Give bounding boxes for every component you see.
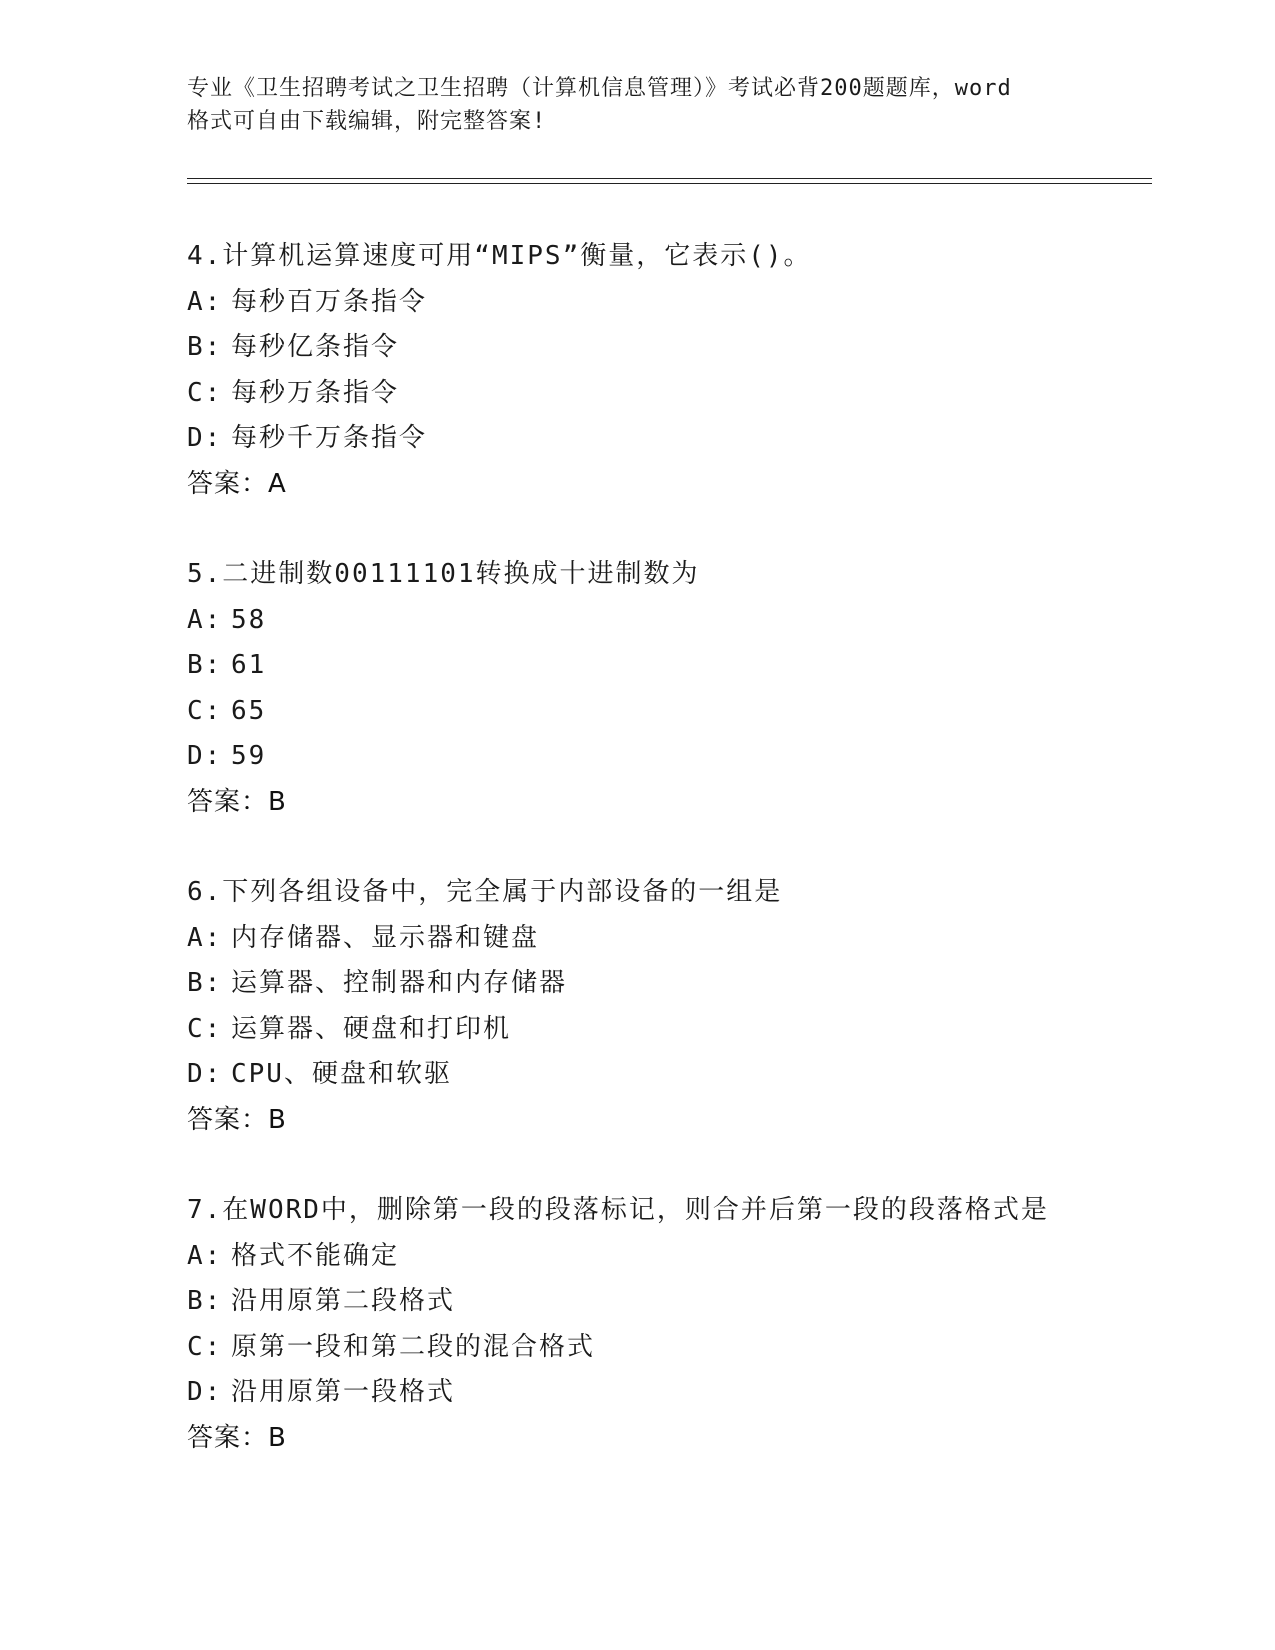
option-text: CPU、硬盘和软驱 <box>231 1059 452 1089</box>
question-stem: 7.在WORD中，删除第一段的段落标记，则合并后第一段的段落格式是 <box>187 1195 1049 1225</box>
option-a <box>187 916 1167 962</box>
option-d <box>187 416 1167 462</box>
header-divider-bottom <box>187 183 1152 184</box>
answer-line: 答案：B <box>187 1422 287 1453</box>
header-divider-top <box>187 178 1152 179</box>
option-text: 61 <box>231 650 267 680</box>
option-letter: C: <box>187 1013 223 1044</box>
question-stem: 5.二进制数00111101转换成十进制数为 <box>187 559 700 589</box>
option-letter: B: <box>187 968 223 998</box>
option-letter: A: <box>187 1240 223 1271</box>
option-text: 运算器、控制器和内存储器 <box>231 968 568 998</box>
option-letter: C: <box>187 1331 223 1362</box>
option-c <box>187 371 1167 417</box>
option-letter: C: <box>187 695 223 726</box>
answer-line: 答案：B <box>187 786 287 817</box>
header-line-2: 格式可自由下载编辑，附完整答案! <box>187 109 547 134</box>
option-b <box>187 961 1167 1007</box>
option-b <box>187 643 1167 689</box>
option-text: 原第一段和第二段的混合格式 <box>231 1331 596 1362</box>
option-a <box>187 1234 1167 1280</box>
option-text: 运算器、硬盘和打印机 <box>231 1013 512 1044</box>
option-d <box>187 1052 1167 1098</box>
option-text: 59 <box>231 741 267 771</box>
question-stem: 4.计算机运算速度可用“MIPS”衡量，它表示()。 <box>187 241 812 271</box>
option-text: 沿用原第一段格式 <box>231 1377 456 1407</box>
option-letter: B: <box>187 650 223 680</box>
option-letter: D: <box>187 741 223 771</box>
answer-line: 答案：A <box>187 468 287 499</box>
option-c <box>187 689 1167 735</box>
option-letter: B: <box>187 1286 223 1316</box>
option-letter: A: <box>187 604 223 635</box>
option-letter: A: <box>187 286 223 317</box>
question-block <box>187 234 1167 507</box>
option-letter: B: <box>187 332 223 362</box>
option-text: 65 <box>231 695 267 726</box>
option-text: 沿用原第二段格式 <box>231 1286 456 1316</box>
option-c <box>187 1007 1167 1053</box>
answer-line: 答案：B <box>187 1104 287 1135</box>
option-text: 内存储器、显示器和键盘 <box>231 922 540 953</box>
option-text: 每秒百万条指令 <box>231 286 428 317</box>
option-letter: C: <box>187 377 223 408</box>
option-a <box>187 280 1167 326</box>
option-letter: D: <box>187 1377 223 1407</box>
option-text: 格式不能确定 <box>231 1240 400 1271</box>
option-d <box>187 1370 1167 1416</box>
option-text: 58 <box>231 604 267 635</box>
document-header <box>187 72 1087 138</box>
question-block <box>187 870 1167 1143</box>
header-line-1: 专业《卫生招聘考试之卫生招聘（计算机信息管理）》考试必背200题题库，word <box>187 76 1012 101</box>
option-text: 每秒万条指令 <box>231 377 400 408</box>
option-b <box>187 1279 1167 1325</box>
question-stem: 6.下列各组设备中，完全属于内部设备的一组是 <box>187 877 783 907</box>
option-letter: D: <box>187 1059 223 1089</box>
option-letter: D: <box>187 423 223 453</box>
question-block <box>187 1188 1167 1461</box>
option-letter: A: <box>187 922 223 953</box>
option-text: 每秒亿条指令 <box>231 332 400 362</box>
option-b <box>187 325 1167 371</box>
option-a <box>187 598 1167 644</box>
question-block <box>187 552 1167 825</box>
option-c <box>187 1325 1167 1371</box>
option-d <box>187 734 1167 780</box>
option-text: 每秒千万条指令 <box>231 423 428 453</box>
